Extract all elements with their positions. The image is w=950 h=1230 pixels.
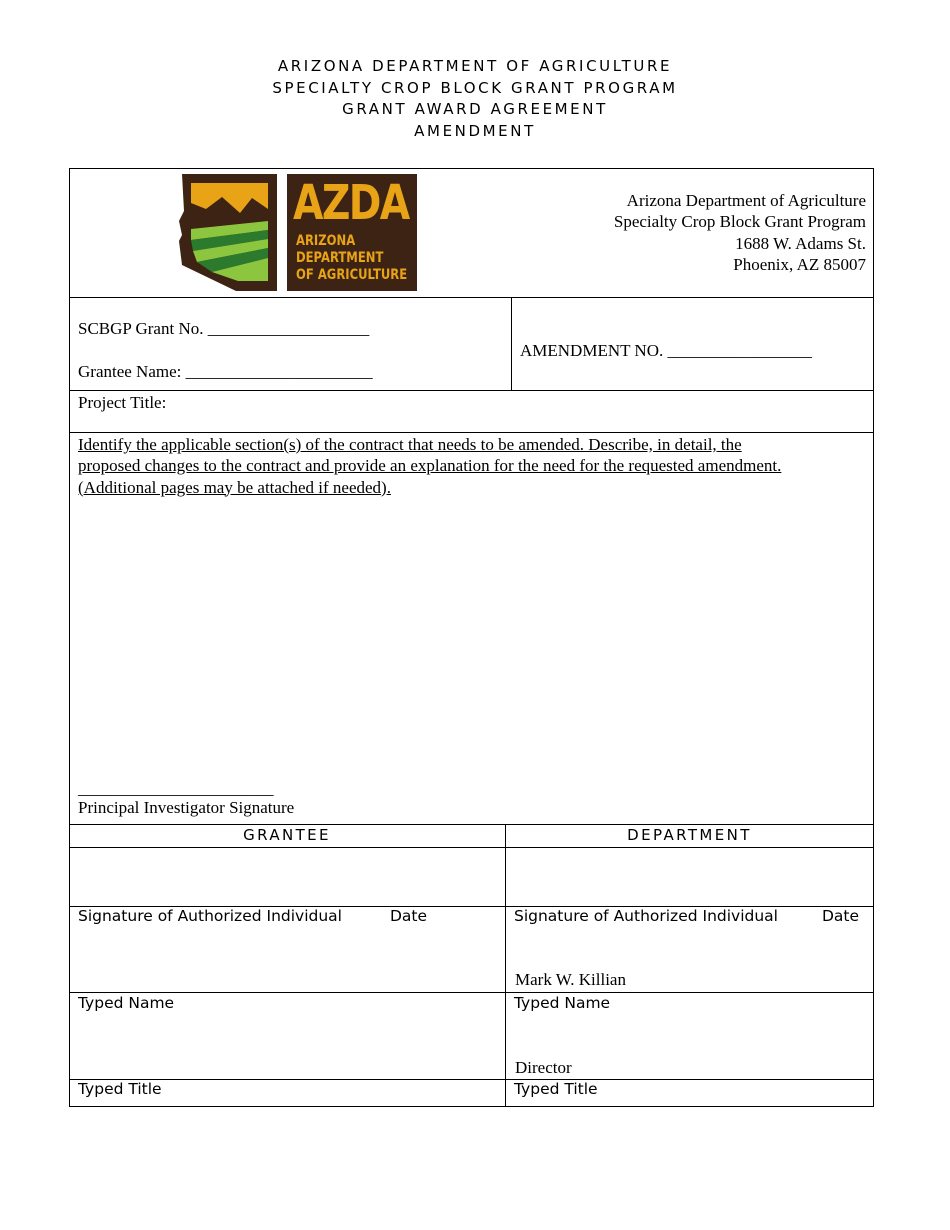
header-line-1: ARIZONA DEPARTMENT OF AGRICULTURE	[277, 57, 673, 75]
document-header	[0, 56, 950, 142]
logo-line-3: OF AGRICULTURE	[296, 267, 408, 283]
grantee-signature-label: Signature of Authorized Individual	[78, 907, 342, 925]
department-title-value: Director	[515, 1058, 572, 1077]
logo-line-2: DEPARTMENT	[296, 250, 384, 266]
department-signature-label: Signature of Authorized Individual	[514, 907, 778, 925]
instructions-line-3: (Additional pages may be attached if needed).	[78, 477, 391, 497]
department-signature-box[interactable]	[506, 848, 873, 905]
divider-grant-amend	[511, 297, 512, 391]
grantee-heading: GRANTEE	[243, 826, 331, 844]
project-title-field[interactable]: Project Title:	[78, 393, 167, 412]
header-line-3: GRANT AWARD AGREEMENT	[342, 100, 608, 118]
logo-text	[296, 233, 407, 284]
logo-acronym: AZDA	[293, 175, 409, 231]
divider-typed-name	[69, 992, 874, 993]
amendment-description-area[interactable]	[78, 500, 868, 780]
grantee-signature-box[interactable]	[70, 848, 504, 905]
grantee-typed-title-label: Typed Title	[78, 1080, 162, 1098]
department-typed-name-label: Typed Name	[514, 994, 611, 1012]
amendment-instructions	[78, 434, 868, 498]
department-date-label: Date	[822, 907, 860, 925]
address-line-1: Arizona Department of Agriculture	[626, 191, 866, 210]
divider-description	[69, 824, 874, 825]
department-name-value: Mark W. Killian	[515, 970, 626, 989]
amendment-no-field[interactable]: AMENDMENT NO. _________________	[520, 341, 812, 360]
grant-no-field[interactable]: SCBGP Grant No. ___________________	[78, 319, 370, 338]
pi-signature-label: Principal Investigator Signature	[78, 798, 295, 817]
header-line-2: SPECIALTY CROP BLOCK GRANT PROGRAM	[272, 78, 678, 97]
address-line-3: 1688 W. Adams St.	[735, 233, 866, 253]
address-line-2: Specialty Crop Block Grant Program	[613, 212, 866, 232]
header-line-4: AMENDMENT	[414, 121, 536, 140]
divider-logo	[69, 297, 874, 298]
divider-project-title	[69, 432, 874, 433]
divider-typed-title	[69, 1079, 874, 1080]
address-line-4: Phoenix, AZ 85007	[733, 254, 866, 274]
grantee-typed-name-label: Typed Name	[78, 994, 175, 1012]
logo-line-1: ARIZONA	[296, 233, 356, 249]
department-heading: DEPARTMENT	[627, 826, 752, 844]
department-typed-title-label: Typed Title	[514, 1080, 598, 1098]
grantee-name-field[interactable]: Grantee Name: ______________________	[78, 362, 373, 381]
pi-signature-line[interactable]: _______________________	[78, 779, 274, 798]
instructions-line-1: Identify the applicable section(s) of the contract that needs to be amended. Describe, in detail, the	[78, 435, 742, 454]
divider-grant-row	[69, 390, 874, 391]
azda-logo	[178, 173, 418, 293]
grantee-date-label: Date	[390, 907, 428, 925]
instructions-line-2: proposed changes to the contract and provide an explanation for the need for the requested amendment.	[78, 456, 782, 476]
department-address	[614, 190, 866, 275]
